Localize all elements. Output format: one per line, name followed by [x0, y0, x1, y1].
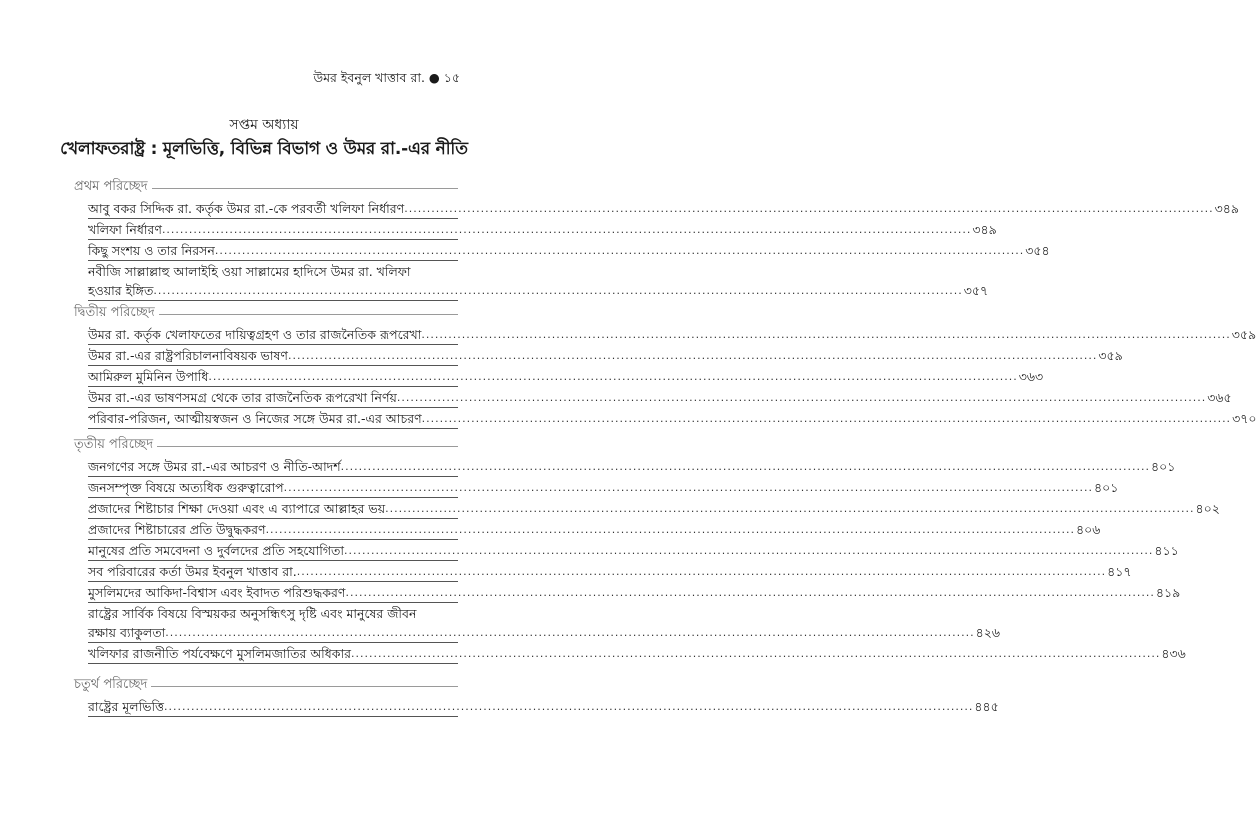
leader-dots — [215, 241, 1024, 260]
leader-dots — [165, 623, 974, 642]
section-label: প্রথম পরিচ্ছেদ — [74, 178, 152, 196]
leader-dots — [208, 367, 1017, 386]
toc-entry[interactable] — [88, 498, 1220, 519]
leader-dots — [404, 199, 1213, 218]
toc-entry[interactable] — [88, 240, 1050, 261]
leader-dots — [397, 388, 1206, 407]
entry-title: রক্ষায় ব্যাকুলতা — [88, 625, 166, 640]
toc-entry[interactable] — [88, 219, 997, 240]
toc-section — [74, 436, 1220, 664]
toc-entry[interactable] — [88, 387, 1232, 408]
toc-entry[interactable] — [88, 561, 1132, 582]
toc-entry[interactable] — [88, 477, 1119, 498]
leader-dots — [297, 562, 1106, 581]
leader-dots — [266, 520, 1075, 539]
entry-page: ৪৪৫ — [974, 699, 999, 714]
toc-entry[interactable] — [88, 456, 1176, 477]
entry-title: উমর রা. কর্তৃক খেলাফতের দায়িত্বগ্রহণ ও তার রাজনৈতিক রূপরেখা — [88, 327, 422, 342]
section-heading — [74, 178, 458, 198]
entry-title: খলিফার রাজনীতি পর্যবেক্ষণে মুসলিমজাতির অধিকার — [88, 646, 352, 661]
entry-page: ৩৬৩ — [1018, 369, 1044, 384]
leader-dots — [284, 478, 1093, 497]
section-label: তৃতীয় পরিচ্ছেদ — [74, 436, 157, 454]
leader-dots — [351, 644, 1160, 663]
entry-title: জনসম্পৃক্ত বিষয়ে অত্যধিক গুরুত্বারোপ — [88, 480, 284, 495]
entry-page: ৪০২ — [1195, 501, 1220, 516]
entry-title: পরিবার-পরিজন, আত্মীয়স্বজন ও নিজের সঙ্গে উমর রা.-এর আচরণ — [88, 411, 422, 426]
section-label: দ্বিতীয় পরিচ্ছেদ — [74, 304, 159, 322]
entry-page: ৪১৭ — [1107, 564, 1132, 579]
leader-dots — [341, 457, 1150, 476]
entry-title: রাষ্ট্রের মূলভিত্তি — [88, 699, 164, 714]
entry-page: ৩৬৫ — [1207, 390, 1232, 405]
leader-dots — [344, 541, 1153, 560]
toc-entry[interactable] — [88, 603, 1000, 643]
leader-dots — [164, 697, 973, 716]
entry-title: কিছু সংশয় ও তার নিরসন — [88, 243, 215, 258]
entry-page: ৪২৬ — [975, 625, 1000, 640]
entry-page: ৪০৬ — [1075, 522, 1101, 537]
toc-section — [74, 178, 1239, 301]
leader-dots — [421, 325, 1230, 344]
toc-entry[interactable] — [88, 366, 1044, 387]
entry-title: উমর রা.-এর রাষ্ট্রপরিচালনাবিষয়ক ভাষণ — [88, 348, 288, 363]
entry-title: আমিরুল মুমিনিন উপাধি — [88, 369, 209, 384]
toc-entry[interactable] — [88, 261, 989, 301]
leader-dots — [288, 346, 1097, 365]
entry-page: ৩৪৯ — [1214, 201, 1239, 216]
toc-entry[interactable] — [88, 696, 999, 717]
entry-page: ৩৫৯ — [1098, 348, 1123, 363]
toc-entry[interactable] — [88, 582, 1181, 603]
entry-page: ৪৩৬ — [1161, 646, 1186, 661]
toc-entry[interactable] — [88, 540, 1179, 561]
leader-dots — [385, 499, 1194, 518]
leader-dots — [162, 220, 971, 239]
toc-entry[interactable] — [88, 408, 1256, 429]
toc-section — [74, 676, 999, 717]
chapter-number: সপ্তম অধ্যায় — [229, 117, 299, 133]
entry-page: ৪০১ — [1094, 480, 1119, 495]
entry-title: হওয়ার ইঙ্গিত — [88, 283, 154, 298]
toc-section — [74, 304, 1256, 429]
entry-title: প্রজাদের শিষ্টাচারের প্রতি উদ্বুদ্ধকরণ — [88, 522, 266, 537]
entry-page: ৩৫৪ — [1025, 243, 1050, 258]
entry-title-line1: নবীজি সাল্লাল্লাহু আলাইহি ওয়া সাল্লামের হাদিসে উমর রা. খলিফা — [88, 264, 411, 279]
chapter-title: খেলাফতরাষ্ট্র : মূলভিত্তি, বিভিন্ন বিভাগ ও উমর রা.-এর নীতি — [60, 139, 468, 159]
entry-title: খলিফা নির্ধারণ — [88, 222, 162, 237]
section-heading — [74, 676, 458, 696]
leader-dots — [153, 281, 962, 300]
entry-page: ৪১৯ — [1155, 585, 1181, 600]
entry-page: ৩৭০ — [1232, 411, 1256, 426]
entry-page: ৪০১ — [1151, 459, 1176, 474]
toc-entry[interactable] — [88, 345, 1123, 366]
entry-title: মানুষের প্রতি সমবেদনা ও দুর্বলদের প্রতি সহযোগিতা — [88, 543, 345, 558]
entry-page: ৩৪৯ — [972, 222, 997, 237]
entry-title: উমর রা.-এর ভাষণসমগ্র থেকে তার রাজনৈতিক রূপরেখা নির্ণয় — [88, 390, 397, 405]
entry-title: জনগণের সঙ্গে উমর রা.-এর আচরণ ও নীতি-আদর্শ — [88, 459, 341, 474]
entry-title: প্রজাদের শিষ্টাচার শিক্ষা দেওয়া এবং এ ব্যাপারে আল্লাহর ভয় — [88, 501, 386, 516]
section-label: চতুর্থ পরিচ্ছেদ — [74, 676, 151, 694]
entry-title: আবু বকর সিদ্দিক রা. কর্তৃক উমর রা.-কে পরবর্তী খলিফা নির্ধারণ — [88, 201, 405, 216]
toc-entry[interactable] — [88, 198, 1239, 219]
leader-dots — [422, 409, 1231, 428]
toc-entry[interactable] — [88, 519, 1101, 540]
entry-page: ৩৫৯ — [1231, 327, 1256, 342]
entry-page: ৪১১ — [1154, 543, 1179, 558]
toc-entry[interactable] — [88, 643, 1186, 664]
entry-title: মুসলিমদের আকিদা-বিশ্বাস এবং ইবাদত পরিশুদ্ধকরণ — [88, 585, 346, 600]
entry-page: ৩৫৭ — [963, 283, 989, 298]
leader-dots — [345, 583, 1154, 602]
entry-title-line1: রাষ্ট্রের সার্বিক বিষয়ে বিস্ময়কর অনুসন্ধিৎসু দৃষ্টি এবং মানুষের জীবন — [88, 606, 417, 621]
running-header: উমর ইবনুল খাত্তাব রা. ● ১৫ — [313, 70, 460, 85]
section-heading — [74, 304, 458, 324]
toc-entry[interactable] — [88, 324, 1256, 345]
section-heading — [74, 436, 458, 456]
entry-title: সব পরিবারের কর্তা উমর ইবনুল খাত্তাব রা. — [88, 564, 297, 579]
